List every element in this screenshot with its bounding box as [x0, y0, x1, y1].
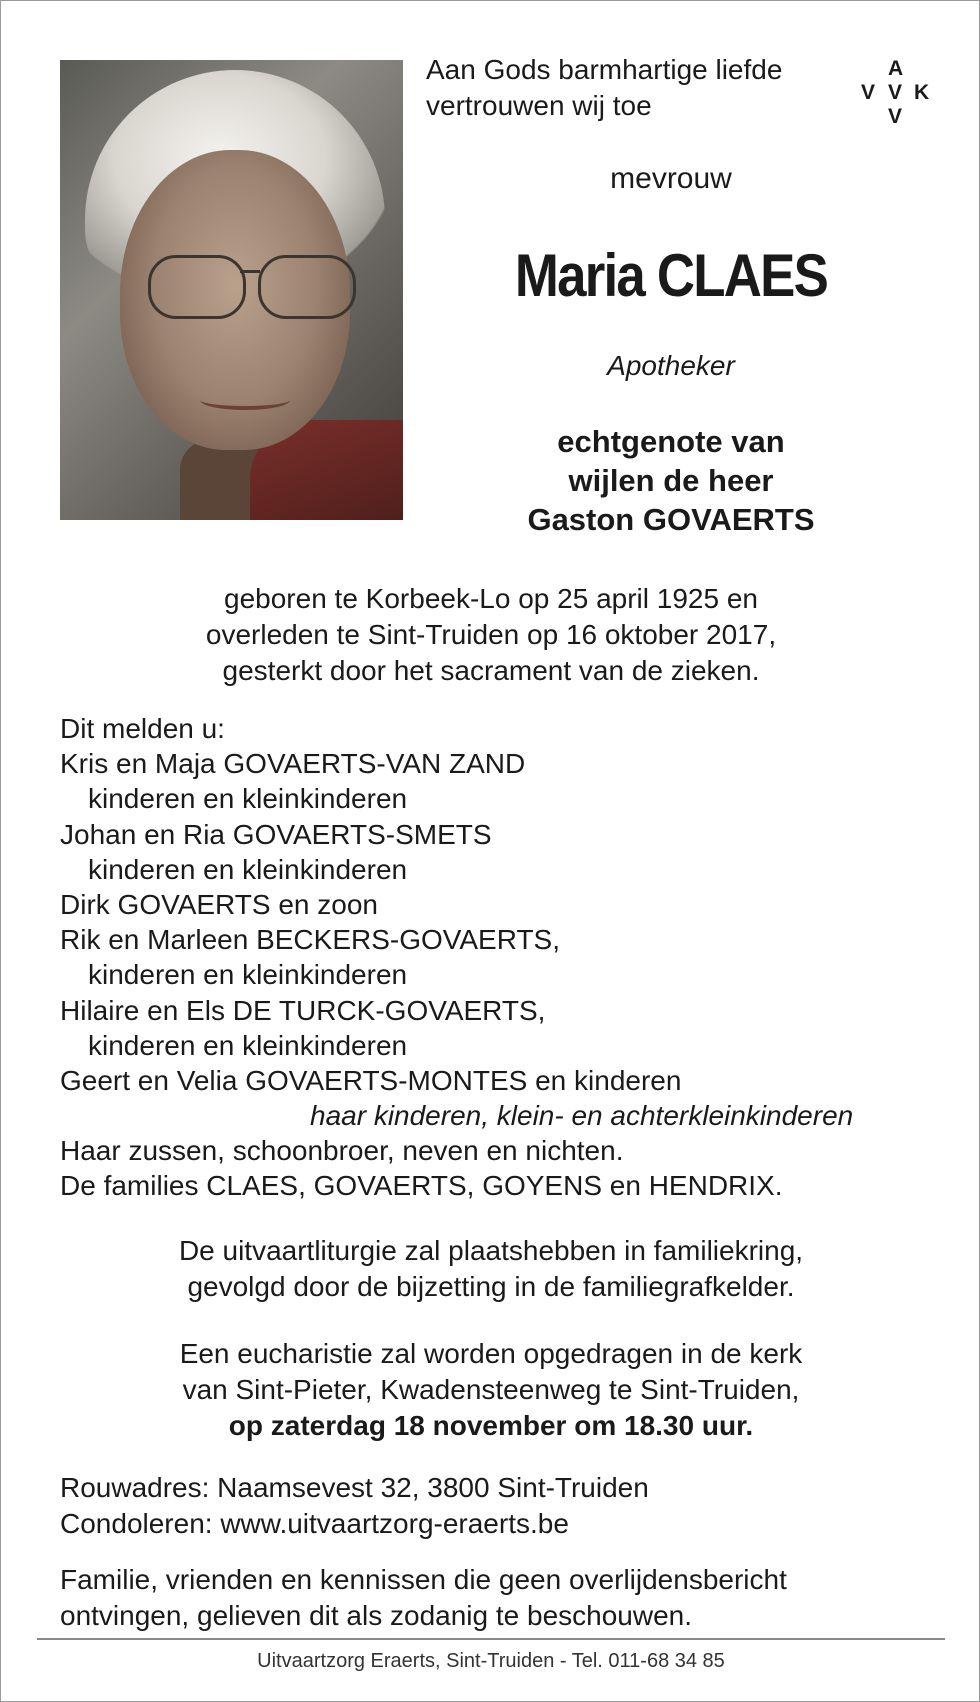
list-item: Geert en Velia GOVAERTS-MONTES en kinderen [60, 1064, 682, 1096]
mass-notice: Een eucharistie zal worden opgedragen in de kerk van Sint-Pieter, Kwadensteenweg te Sint-Truiden, op zaterdag 18 november om 18.30 uur. [61, 1336, 921, 1444]
list-item: Kris en Maja GOVAERTS-VAN ZAND [60, 748, 526, 780]
contact-block [60, 1470, 649, 1542]
list-item: haar kinderen, klein- en achterkleinkinderen [310, 1100, 854, 1132]
honorific: mevrouw [610, 162, 732, 195]
list-item: Dit melden u: [60, 713, 225, 744]
list-item: Hilaire en Els DE TURCK-GOVAERTS, [60, 994, 546, 1026]
list-item: kinderen en kleinkinderen [88, 1029, 408, 1061]
list-item: Haar zussen, schoonbroer, neven en nichten. [60, 1135, 624, 1167]
deceased-name: Maria CLAES [514, 242, 828, 309]
list-item: kinderen en kleinkinderen [88, 853, 408, 885]
family-list [60, 711, 853, 1204]
header-line-1: Aan Gods barmhartige liefde [426, 54, 783, 85]
spouse-block: echtgenote van wijlen de heer Gaston GOVAERTS [527, 424, 815, 537]
footer-text: Uitvaartzorg Eraerts, Sint-Truiden - Tel. 011-68 34 85 [257, 1650, 725, 1672]
list-item: kinderen en kleinkinderen [88, 959, 408, 991]
vvkv-logo-icon: A V V K V [861, 57, 930, 128]
mass-date: op zaterdag 18 november om 18.30 uur. [228, 1410, 754, 1441]
mourning-address: Rouwadres: Naamsevest 32, 3800 Sint-Truiden [60, 1472, 649, 1503]
list-item: kinderen en kleinkinderen [88, 783, 408, 815]
header-line-2: vertrouwen wij toe [426, 90, 652, 121]
profession: Apotheker [607, 350, 735, 381]
list-item: Johan en Ria GOVAERTS-SMETS [60, 818, 492, 850]
closing-note: Familie, vrienden en kennissen die geen overlijdensbericht ontvingen, gelieven dit als zodanig te beschouwen. [60, 1564, 787, 1631]
portrait-photo [60, 60, 403, 520]
list-item: Dirk GOVAERTS en zoon [60, 888, 378, 920]
condolence-link: Condoleren: www.uitvaartzorg-eraerts.be [60, 1508, 569, 1539]
divider [37, 1638, 945, 1640]
birth-death-block: geboren te Korbeek-Lo op 25 april 1925 en overleden te Sint-Truiden op 16 oktober 2017, gesterkt door het sacrament van de zieken. [205, 583, 777, 686]
list-item: Rik en Marleen BECKERS-GOVAERTS, [60, 924, 561, 956]
list-item: De families CLAES, GOVAERTS, GOYENS en HENDRIX. [60, 1170, 783, 1202]
funeral-notice: De uitvaartliturgie zal plaatshebben in familiekring, gevolgd door de bijzetting in de familiegrafkelder. [178, 1235, 804, 1302]
